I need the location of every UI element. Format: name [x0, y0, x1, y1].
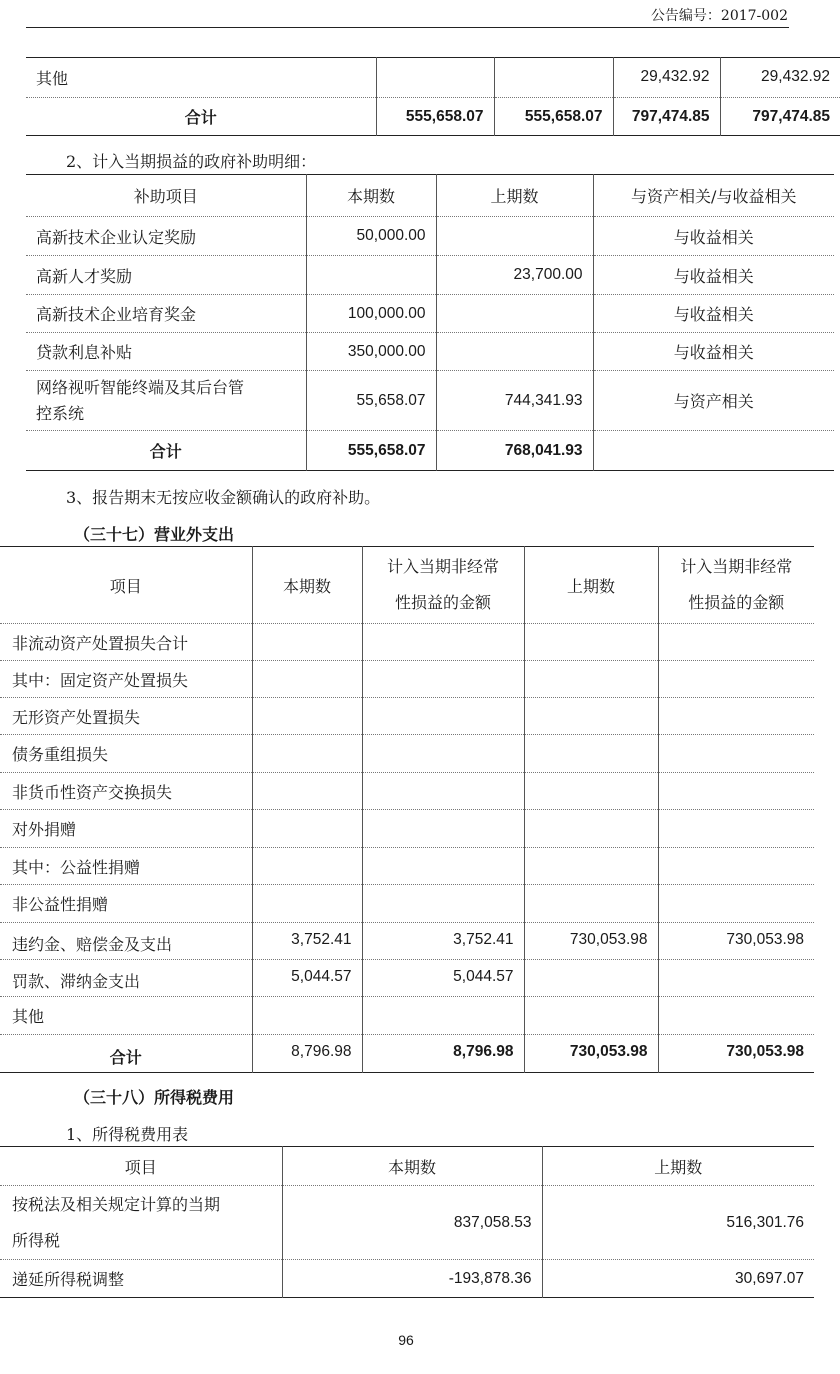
cell-value: [252, 735, 362, 773]
cell-value: [362, 735, 524, 773]
cell-previous: [436, 333, 593, 371]
row-item: 其中：固定资产处置损失: [0, 661, 252, 698]
total-value: 730,053.98: [524, 1035, 658, 1073]
table-row: [0, 624, 814, 661]
cell-value: [362, 661, 524, 698]
announcement-code: 公告编号：2017-002: [650, 8, 788, 24]
table-row: [0, 885, 814, 923]
cell-value: [362, 773, 524, 810]
cell-value: 555,658.07: [494, 98, 613, 136]
cell-value: [658, 810, 814, 848]
total-value: 8,796.98: [362, 1035, 524, 1073]
table-row: [26, 58, 840, 98]
subsidy-table: [26, 174, 834, 471]
cell-value: [252, 997, 362, 1035]
page-number: 96: [398, 1332, 414, 1348]
table-row: [0, 661, 814, 698]
table-row: [26, 333, 834, 371]
table-row: [0, 960, 814, 997]
table-row: [26, 256, 834, 295]
cell-value: [524, 773, 658, 810]
cell-previous: 744,341.93: [436, 371, 593, 431]
cell-value: 29,432.92: [720, 58, 840, 98]
table-header-row: [0, 1147, 814, 1186]
column-header: 本期数: [282, 1147, 542, 1186]
cell-value: 730,053.98: [658, 923, 814, 960]
cell-value: [362, 698, 524, 735]
cell-value: [524, 698, 658, 735]
cell-current: 100,000.00: [306, 295, 436, 333]
cell-current: 350,000.00: [306, 333, 436, 371]
cell-value: [494, 58, 613, 98]
cell-value: 3,752.41: [362, 923, 524, 960]
cell-value: [658, 661, 814, 698]
cell-value: [658, 848, 814, 885]
total-label: 合计: [0, 1035, 252, 1073]
cell-value: [362, 810, 524, 848]
cell-value: [252, 848, 362, 885]
table-row: [26, 371, 834, 431]
cell-value: [252, 885, 362, 923]
cell-value: 555,658.07: [376, 98, 494, 136]
column-header: 补助项目: [133, 187, 198, 206]
cell-value: 797,474.85: [613, 98, 720, 136]
column-header-line: 性损益的金额: [394, 593, 491, 612]
cell-value: [658, 773, 814, 810]
subsidy-note: 3、报告期末无按应收金额确认的政府补助。: [66, 488, 381, 507]
row-item: 其中：公益性捐赠: [0, 848, 252, 885]
row-item: [26, 371, 306, 431]
cell-value: 797,474.85: [720, 98, 840, 136]
cell-current: -193,878.36: [282, 1260, 542, 1298]
cell-current: 50,000.00: [306, 217, 436, 256]
cell-current: [306, 256, 436, 295]
cell-value: [524, 848, 658, 885]
row-item-line: 网络视听智能终端及其后台管: [36, 377, 245, 397]
row-item-line: 控系统: [36, 403, 85, 423]
row-item: 高新人才奖励: [26, 256, 306, 295]
cell-value: [524, 624, 658, 661]
table-row: [0, 735, 814, 773]
row-item: 罚款、滞纳金支出: [0, 960, 252, 997]
total-value: 730,053.98: [658, 1035, 814, 1073]
table-header-row: [0, 547, 814, 624]
cell-value: [362, 997, 524, 1035]
column-header: 项目: [109, 576, 142, 596]
cell-value: [658, 997, 814, 1035]
table-row: [26, 98, 840, 136]
header-divider: [26, 27, 789, 28]
row-item: 贷款利息补贴: [26, 333, 306, 371]
row-item-line: 按税法及相关规定计算的当期: [12, 1194, 221, 1214]
total-previous: 768,041.93: [436, 431, 593, 471]
column-header-line: 计入当期非经常: [680, 557, 793, 576]
row-label: 其他: [26, 58, 376, 98]
row-item-line: 所得税: [12, 1230, 61, 1250]
row-item: 递延所得税调整: [0, 1260, 282, 1298]
total-current: 555,658.07: [306, 431, 436, 471]
cell-value: [524, 735, 658, 773]
cell-relation: 与资产相关: [593, 371, 834, 431]
column-header: [658, 547, 814, 624]
cell-value: 5,044.57: [362, 960, 524, 997]
cell-value: [524, 810, 658, 848]
cell-value: [252, 624, 362, 661]
column-header: 上期数: [436, 175, 593, 217]
cell-value: [658, 624, 814, 661]
total-label: 合计: [26, 431, 306, 471]
row-item: 非货币性资产交换损失: [0, 773, 252, 810]
table-row: [0, 923, 814, 960]
subsidy-heading: 2、计入当期损益的政府补助明细：: [66, 152, 317, 171]
column-header: 本期数: [306, 175, 436, 217]
table-row: [0, 848, 814, 885]
table-header-row: [26, 175, 834, 217]
cell-value: 29,432.92: [613, 58, 720, 98]
cell-previous: 23,700.00: [436, 256, 593, 295]
tax-table: [0, 1146, 814, 1298]
nonop-table: [0, 546, 814, 1073]
cell-value: [362, 885, 524, 923]
table-row: [0, 698, 814, 735]
table-row: [0, 773, 814, 810]
table-row: [0, 810, 814, 848]
total-value: 8,796.98: [252, 1035, 362, 1073]
table-total-row: [26, 431, 834, 471]
column-header: 项目: [124, 1157, 157, 1177]
cell-relation: 与收益相关: [593, 295, 834, 333]
tax-subheading: 1、所得税费用表: [66, 1125, 189, 1144]
cell-previous: [436, 217, 593, 256]
row-item: 非流动资产处置损失合计: [0, 624, 252, 661]
cell-value: [658, 735, 814, 773]
row-item: 高新技术企业培育奖金: [26, 295, 306, 333]
row-item: 非公益性捐赠: [0, 885, 252, 923]
cell-value: [252, 661, 362, 698]
cell-value: [252, 810, 362, 848]
cell-value: [252, 773, 362, 810]
cell-previous: 30,697.07: [542, 1260, 814, 1298]
table-row: [26, 217, 834, 256]
column-header: 本期数: [252, 547, 362, 624]
cell-value: [658, 885, 814, 923]
table-row: [0, 997, 814, 1035]
cell-value: [524, 960, 658, 997]
row-item: [0, 1186, 282, 1260]
table-row: [0, 1186, 814, 1260]
column-header: 上期数: [542, 1147, 814, 1186]
tax-heading: （三十八）所得税费用: [74, 1088, 235, 1107]
cell-relation: 与收益相关: [593, 333, 834, 371]
row-item: 对外捐赠: [0, 810, 252, 848]
cell-value: [362, 624, 524, 661]
cell-current: 55,658.07: [306, 371, 436, 431]
total-label: 合计: [26, 98, 376, 136]
row-item: 无形资产处置损失: [0, 698, 252, 735]
table-row: [26, 295, 834, 333]
cell-value: 3,752.41: [252, 923, 362, 960]
nonop-heading: （三十七）营业外支出: [74, 525, 235, 544]
column-header: [362, 547, 524, 624]
cell-value: [524, 885, 658, 923]
cell-previous: [436, 295, 593, 333]
column-header-line: 性损益的金额: [688, 593, 785, 612]
cell-value: [524, 661, 658, 698]
row-item: 高新技术企业认定奖励: [26, 217, 306, 256]
row-item: 其他: [0, 997, 252, 1035]
cell-value: 730,053.98: [524, 923, 658, 960]
total-relation: [593, 431, 834, 471]
cell-value: [524, 997, 658, 1035]
prev-table: [26, 57, 840, 136]
cell-value: [658, 960, 814, 997]
cell-relation: 与收益相关: [593, 256, 834, 295]
table-total-row: [0, 1035, 814, 1073]
cell-value: 5,044.57: [252, 960, 362, 997]
row-item: 债务重组损失: [0, 735, 252, 773]
table-row: [0, 1260, 814, 1298]
row-item: 违约金、赔偿金及支出: [0, 923, 252, 960]
cell-current: 837,058.53: [282, 1186, 542, 1260]
cell-value: [252, 698, 362, 735]
cell-value: [362, 848, 524, 885]
column-header: 上期数: [524, 547, 658, 624]
column-header: 与资产相关/与收益相关: [593, 175, 834, 217]
cell-previous: 516,301.76: [542, 1186, 814, 1260]
column-header-line: 计入当期非经常: [386, 557, 499, 576]
cell-value: [376, 58, 494, 98]
cell-value: [658, 698, 814, 735]
cell-relation: 与收益相关: [593, 217, 834, 256]
